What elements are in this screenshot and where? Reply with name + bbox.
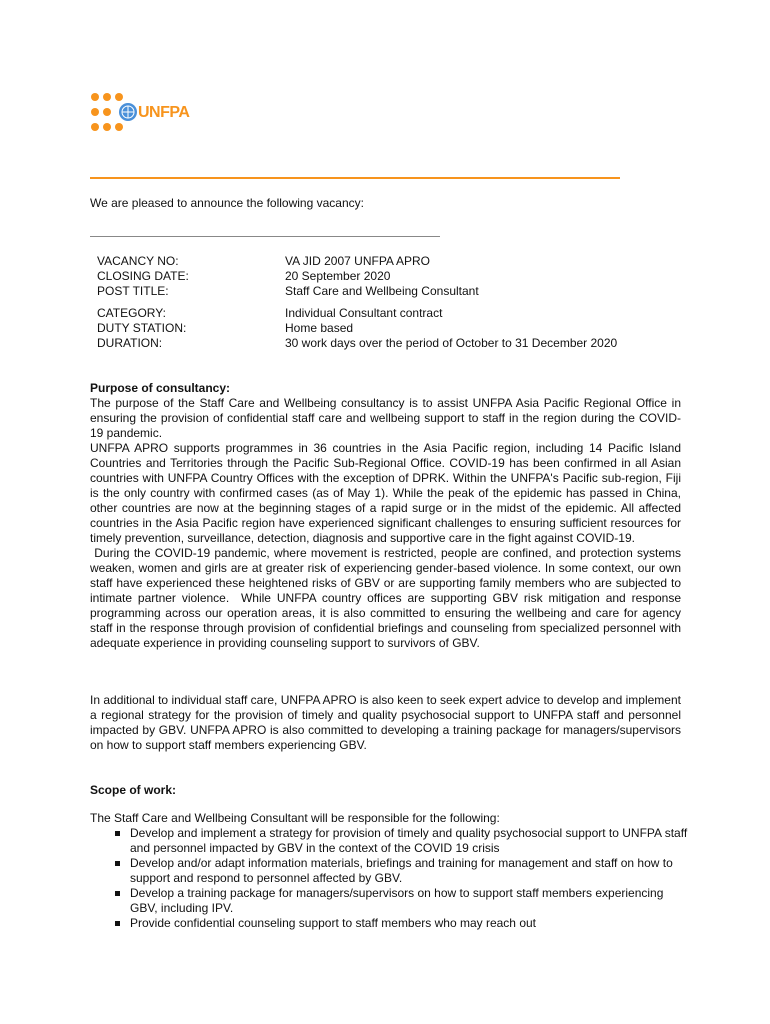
purpose-paragraph-1: The purpose of the Staff Care and Wellbeing consultancy is to assist UNFPA Asia Pacific Regional Office in ensuring the provision of confidential staff care and wellbeing support to staff in the region during the COVID-19 pandemic. (90, 396, 681, 440)
list-item (90, 916, 690, 931)
scope-item-text: Provide confidential counseling support to staff members who may reach out (130, 916, 536, 930)
purpose-paragraph-2: UNFPA APRO supports programmes in 36 countries in the Asia Pacific region, including 14 Pacific Island Countries and Territories through the Pacific Sub-Regional Office. COVID-19 has been confirmed in all Asian countries with UNFPA Country Offices with the exception of DPRK. Within the UNFPA's Pacific sub-region, Fiji is the only country with confirmed cases (as of May 1). While the peak of the epidemic has passed in China, other countries are now at the beginning stages of a rapid surge or in the midst of the epidemic. All affected countries in the Asia Pacific region have experienced significant challenges to ensuring sufficient resources for timely prevention, surveillance, detection, diagnosis and supportive care in the fight against COVID-19. (90, 441, 681, 545)
vacancy-no-label: VACANCY NO: (97, 254, 179, 268)
scope-intro: The Staff Care and Wellbeing Consultant will be responsible for the following: (90, 811, 500, 825)
bullet-icon (115, 831, 120, 836)
duration-value: 30 work days over the period of October to 31 December 2020 (285, 336, 618, 350)
duty-station-value: Home based (285, 321, 354, 335)
unfpa-logo-text: UNFPA (138, 104, 190, 121)
scope-item-text: Develop a training package for managers/supervisors on how to support staff members experiencing GBV, including IPV. (130, 886, 664, 915)
scope-heading: Scope of work: (90, 783, 177, 797)
orange-divider (90, 177, 620, 179)
closing-date-label: CLOSING DATE: (97, 269, 189, 283)
intro-text: We are pleased to announce the following vacancy: (90, 196, 364, 210)
bullet-icon (115, 891, 120, 896)
purpose-heading: Purpose of consultancy: (90, 381, 231, 395)
post-title-label: POST TITLE: (97, 284, 169, 298)
list-item (90, 886, 690, 916)
closing-date-value: 20 September 2020 (285, 269, 391, 283)
scope-list (90, 826, 690, 931)
purpose-paragraph-4: In additional to individual staff care, UNFPA APRO is also keen to seek expert advice to develop and implement a regional strategy for the provision of timely and quality psychosocial support to UNFPA staff and personnel impacted by GBV. UNFPA APRO is also committed to developing a training package for managers/supervisors on how to support staff members experiencing GBV. (90, 693, 681, 752)
list-item (90, 856, 690, 886)
scope-item-text: Develop and/or adapt information materials, briefings and training for management and staff on how to support and respond to personnel affected by GBV. (130, 856, 673, 885)
duty-station-label: DUTY STATION: (97, 321, 187, 335)
vacancy-no-value: VA JID 2007 UNFPA APRO (285, 254, 430, 268)
purpose-paragraph-3: During the COVID-19 pandemic, where movement is restricted, people are confined, and protection systems weaken, women and girls are at greater risk of experiencing gender-based violence. In some context, our own staff have experienced these heightened risks of GBV or are supporting family members who are subjected to intimate partner violence. While UNFPA country offices are supporting GBV risk mitigation and response programming across our operation areas, it is also committed to ensuring the wellbeing and care for agency staff in the response through provision of confidential briefings and counseling from specialized personnel with adequate experience in providing counseling support to survivors of GBV. (90, 546, 685, 650)
bullet-icon (115, 921, 120, 926)
scope-item-text: Develop and implement a strategy for provision of timely and quality psychosocial support to UNFPA staff and personnel impacted by GBV in the context of the COVID 19 crisis (130, 826, 688, 855)
category-label: CATEGORY: (97, 306, 166, 320)
purpose-section (90, 396, 685, 651)
thin-divider (90, 236, 440, 237)
list-item (90, 826, 690, 856)
post-title-value: Staff Care and Wellbeing Consultant (285, 284, 479, 298)
duration-label: DURATION: (97, 336, 163, 350)
category-value: Individual Consultant contract (285, 306, 443, 320)
bullet-icon (115, 861, 120, 866)
